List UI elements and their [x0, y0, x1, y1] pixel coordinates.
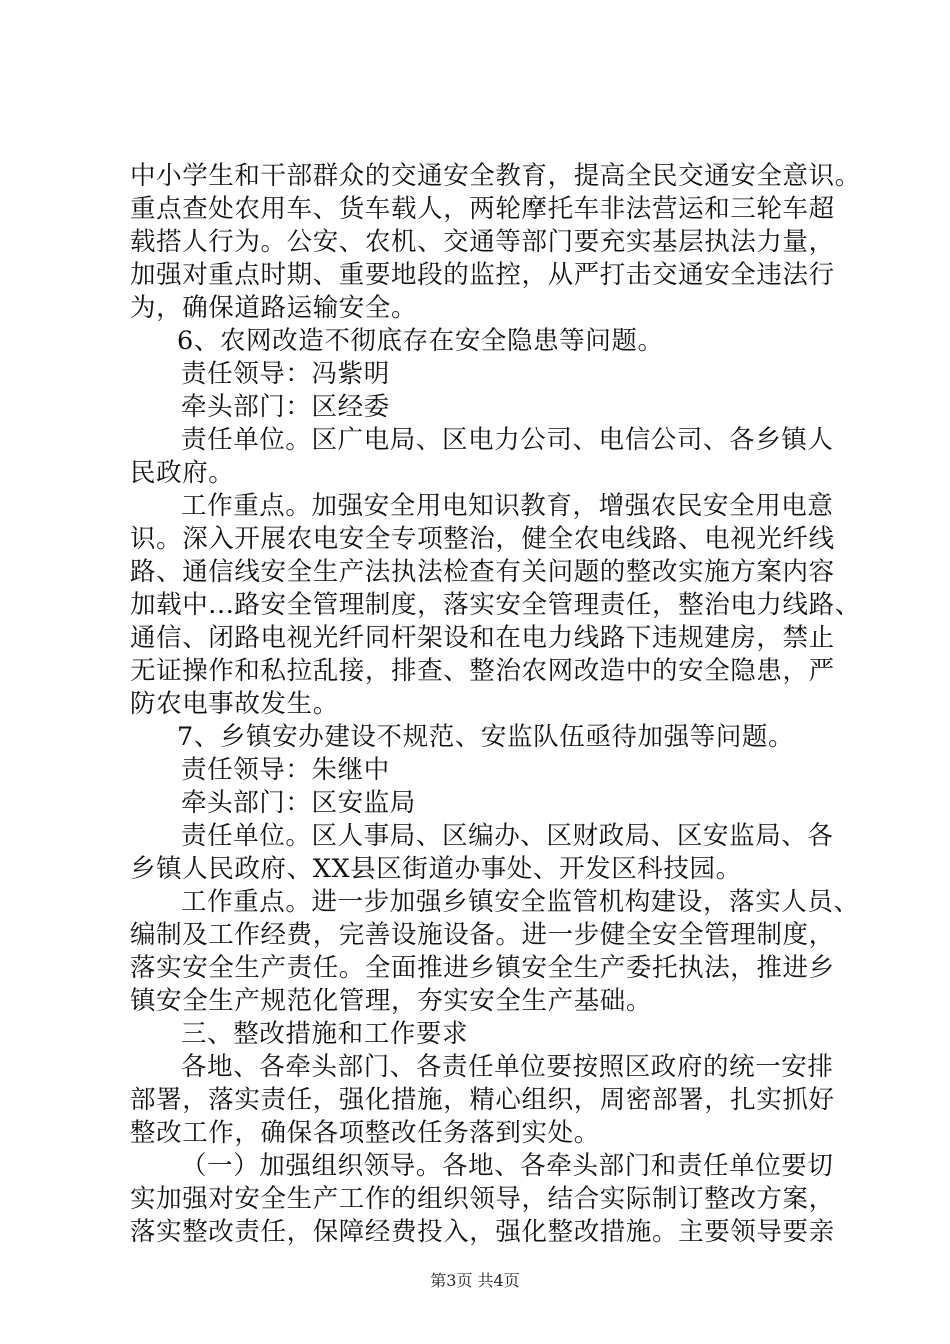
lead-department-7: 牵头部门：区安监局 — [181, 788, 416, 818]
text-line: 加强对重点时期、重要地段的监控，从严打击交通安全违法行 — [130, 260, 835, 290]
text-line: 为，确保道路运输安全。 — [130, 293, 418, 323]
text-line: 编制及工作经费，完善设施设备。进一步健全安全管理制度， — [130, 920, 835, 950]
text-line: 路、通信线安全生产法执法检查有关问题的整改实施方案内容 — [130, 557, 835, 587]
text-line: 识。深入开展农电安全专项整治，健全农电线路、电视光纤线 — [130, 524, 835, 554]
responsible-leader-7: 责任领导：朱继中 — [181, 755, 390, 785]
text-line: 乡镇人民政府、XX县区街道办事处、开发区科技园。 — [130, 854, 742, 884]
text-line: 落实整改责任，保障经费投入，强化整改措施。主要领导要亲 — [130, 1217, 835, 1247]
section-heading-3: 三、整改措施和工作要求 — [181, 1019, 469, 1049]
text-line: 落实安全生产责任。全面推进乡镇安全生产委托执法，推进乡 — [130, 953, 835, 983]
section-heading-7: 7、乡镇安办建设不规范、安监队伍亟待加强等问题。 — [177, 722, 795, 752]
document-body — [130, 160, 861, 1249]
work-focus-6: 工作重点。加强安全用电知识教育，增强农民安全用电意 — [181, 491, 834, 521]
text-line: 中小学生和干部群众的交通安全教育，提高全民交通安全意识。 — [130, 161, 861, 191]
page-number-footer: 第3页 共4页 — [430, 1271, 520, 1290]
text-line: 实加强对安全生产工作的组织领导，结合实际制订整改方案， — [130, 1184, 835, 1214]
responsible-units-6: 责任单位。区广电局、区电力公司、电信公司、各乡镇人 — [181, 425, 834, 455]
text-line: 整改工作，确保各项整改任务落到实处。 — [130, 1118, 600, 1148]
text-line: 镇安全生产规范化管理，夯实安全生产基础。 — [130, 986, 653, 1016]
lead-department-6: 牵头部门：区经委 — [181, 392, 390, 422]
text-line: 各地、各牵头部门、各责任单位要按照区政府的统一安排 — [181, 1052, 834, 1082]
text-line: 民政府。 — [130, 458, 235, 488]
text-line: 通信、闭路电视光纤同杆架设和在电力线路下违规建房，禁止 — [130, 623, 835, 653]
text-line: 部署，落实责任，强化措施，精心组织，周密部署，扎实抓好 — [130, 1085, 835, 1115]
section-heading-6: 6、农网改造不彻底存在安全隐患等问题。 — [177, 326, 664, 356]
responsible-leader-6: 责任领导：冯紫明 — [181, 359, 390, 389]
responsible-units-7: 责任单位。区人事局、区编办、区财政局、区安监局、各 — [181, 821, 834, 851]
text-line: 无证操作和私拉乱接，排查、整治农网改造中的安全隐患，严 — [130, 656, 835, 686]
work-focus-7: 工作重点。进一步加强乡镇安全监管机构建设，落实人员、 — [181, 887, 860, 917]
text-line: 加载中...路安全管理制度，落实安全管理责任，整治电力线路、 — [130, 590, 861, 620]
subsection-heading-1: （一）加强组织领导。各地、各牵头部门和责任单位要切 — [181, 1151, 834, 1181]
text-line: 防农电事故发生。 — [130, 689, 339, 719]
text-line: 载搭人行为。公安、农机、交通等部门要充实基层执法力量， — [130, 227, 835, 257]
text-line: 重点查处农用车、货车载人，两轮摩托车非法营运和三轮车超 — [130, 194, 835, 224]
